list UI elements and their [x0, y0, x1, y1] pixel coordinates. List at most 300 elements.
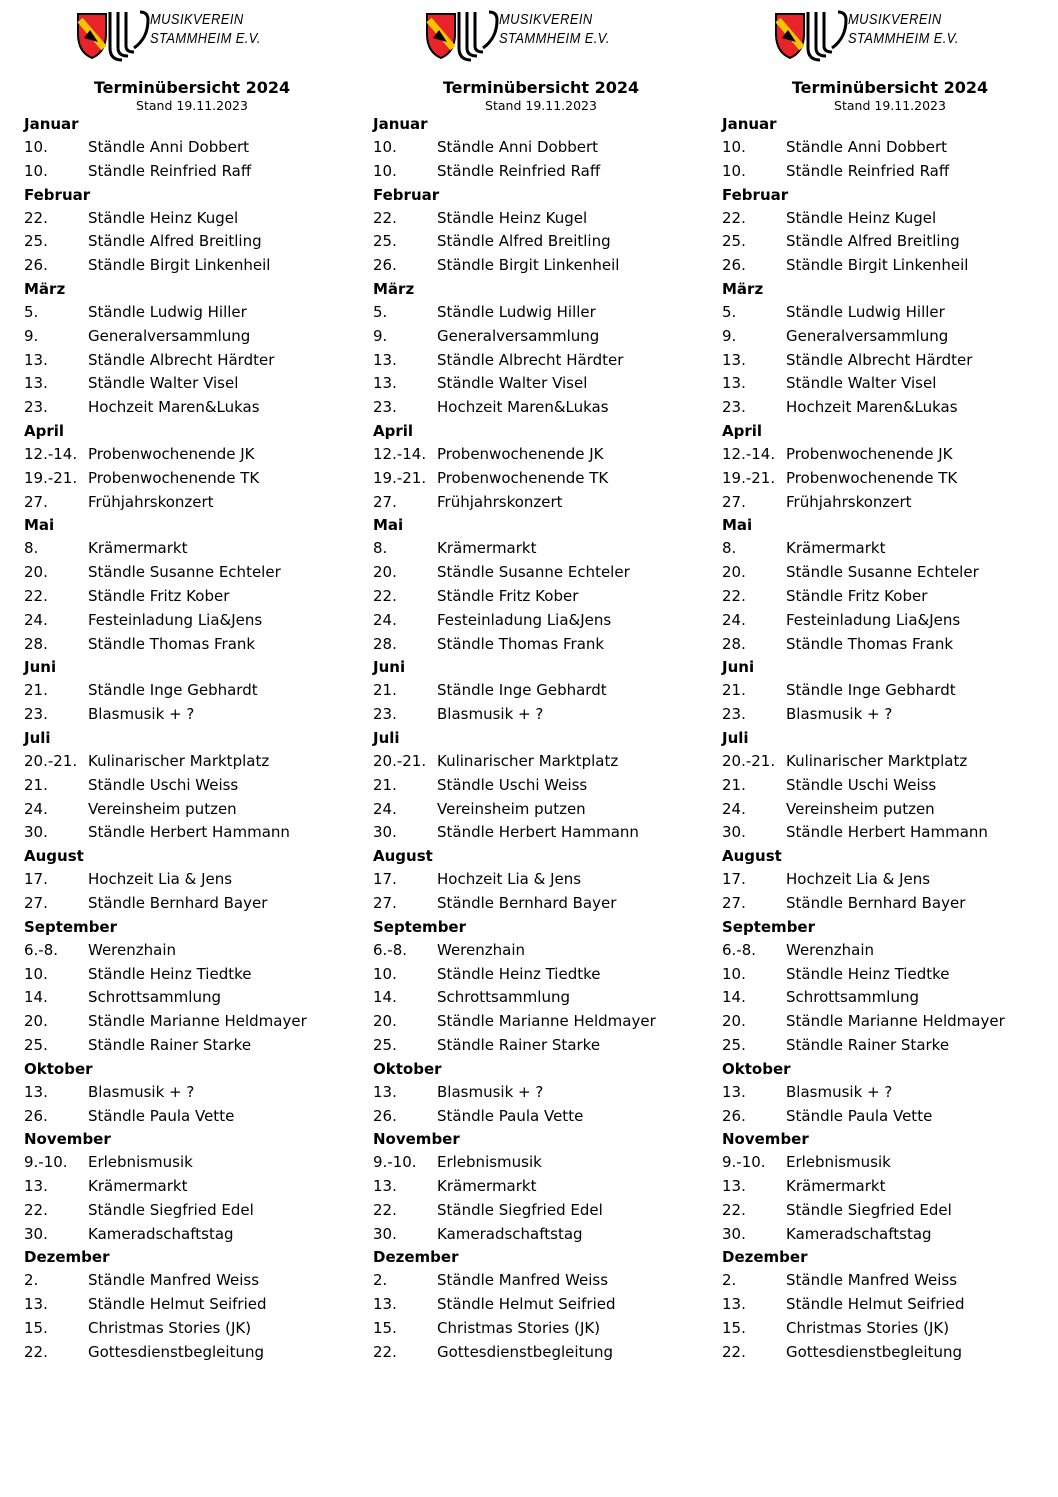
event-title: Kameradschaftstag — [88, 1224, 234, 1243]
event-date: 23. — [722, 705, 746, 724]
event-row — [373, 1081, 713, 1105]
month-heading: November — [24, 1130, 111, 1149]
month-heading: Mai — [722, 516, 753, 535]
event-date: 20. — [24, 563, 48, 582]
month-heading: November — [373, 1130, 460, 1149]
event-title: Ständle Walter Visel — [786, 374, 937, 393]
event-date: 22. — [722, 586, 746, 605]
event-row — [373, 1175, 713, 1199]
event-title: Ständle Uschi Weiss — [437, 775, 588, 794]
event-row — [373, 986, 713, 1010]
month-heading: Februar — [722, 185, 789, 204]
event-date: 23. — [722, 398, 746, 417]
month-heading: Juli — [24, 728, 51, 747]
month-list — [722, 115, 1058, 1365]
month-heading: Juni — [24, 658, 57, 677]
event-date: 21. — [24, 775, 48, 794]
event-title: Ständle Inge Gebhardt — [88, 681, 258, 700]
event-title: Ständle Siegfried Edel — [437, 1200, 603, 1219]
event-row — [373, 443, 713, 467]
event-title: Ständle Susanne Echteler — [437, 563, 630, 582]
event-title: Ständle Bernhard Bayer — [437, 893, 617, 912]
event-row — [722, 467, 1058, 491]
event-row — [722, 537, 1058, 561]
event-title: Ständle Alfred Breitling — [88, 232, 262, 251]
event-date: 9. — [24, 326, 39, 345]
event-row — [722, 585, 1058, 609]
month-heading: Februar — [373, 185, 440, 204]
month-heading: Dezember — [722, 1248, 808, 1267]
event-title: Blasmusik + ? — [88, 705, 195, 724]
month-heading: September — [24, 917, 117, 936]
event-row — [373, 230, 713, 254]
event-row — [24, 798, 364, 822]
event-date: 14. — [24, 988, 48, 1007]
event-title: Hochzeit Maren&Lukas — [786, 398, 958, 417]
event-title: Probenwochenende JK — [88, 444, 255, 463]
event-title: Ständle Paula Vette — [88, 1106, 235, 1125]
event-title: Hochzeit Lia & Jens — [88, 870, 233, 889]
event-date: 20. — [373, 563, 397, 582]
month-heading: April — [24, 421, 65, 440]
event-title: Gottesdienstbegleitung — [88, 1342, 264, 1361]
event-row — [24, 986, 364, 1010]
event-row — [722, 986, 1058, 1010]
page-subtitle: Stand 19.11.2023 — [485, 98, 597, 113]
event-title: Festeinladung Lia&Jens — [88, 610, 263, 629]
event-date: 21. — [373, 775, 397, 794]
event-date: 9. — [722, 326, 737, 345]
event-row — [24, 1151, 364, 1175]
event-row — [24, 1341, 364, 1365]
month-heading: August — [722, 847, 782, 866]
month-heading: Juni — [722, 658, 755, 677]
event-date: 5. — [722, 302, 737, 321]
event-title: Ständle Ludwig Hiller — [88, 302, 247, 321]
event-date: 13. — [24, 350, 48, 369]
month-heading: Oktober — [24, 1059, 93, 1078]
event-date: 10. — [373, 964, 397, 983]
month-heading: Mai — [373, 516, 404, 535]
event-row — [722, 372, 1058, 396]
event-date: 22. — [722, 1342, 746, 1361]
event-date: 27. — [722, 492, 746, 511]
event-date: 8. — [722, 539, 737, 558]
event-row — [722, 230, 1058, 254]
event-row — [722, 1317, 1058, 1341]
page-title: Terminübersicht 2024 — [93, 78, 291, 97]
event-row — [722, 443, 1058, 467]
month-heading: Februar — [24, 185, 91, 204]
event-row — [722, 1223, 1058, 1247]
event-row — [24, 1010, 364, 1034]
event-row — [373, 821, 713, 845]
event-date: 27. — [24, 893, 48, 912]
event-date: 28. — [24, 634, 48, 653]
schedule-column — [24, 8, 364, 1365]
event-date: 19.-21. — [722, 468, 776, 487]
event-date: 28. — [722, 634, 746, 653]
event-title: Generalversammlung — [437, 326, 600, 345]
event-date: 27. — [373, 893, 397, 912]
event-title: Christmas Stories (JK) — [437, 1319, 601, 1338]
event-date: 30. — [373, 823, 397, 842]
event-date: 10. — [373, 138, 397, 156]
event-row — [373, 325, 713, 349]
event-title: Ständle Walter Visel — [437, 374, 588, 393]
month-heading: Januar — [24, 115, 79, 133]
event-row — [24, 491, 364, 515]
month-heading: März — [722, 279, 764, 298]
coat-of-arms-icon — [76, 8, 150, 62]
event-date: 21. — [722, 775, 746, 794]
month-heading: April — [373, 421, 414, 440]
event-date: 26. — [373, 256, 397, 275]
event-date: 13. — [373, 350, 397, 369]
event-title: Ständle Alfred Breitling — [437, 232, 611, 251]
event-date: 5. — [373, 302, 388, 321]
event-date: 2. — [373, 1271, 388, 1290]
event-date: 25. — [373, 232, 397, 251]
month-heading: November — [722, 1130, 809, 1149]
event-title: Ständle Reinfried Raff — [88, 161, 252, 180]
event-date: 21. — [722, 681, 746, 700]
page-subtitle: Stand 19.11.2023 — [834, 98, 946, 113]
month-heading: Oktober — [722, 1059, 791, 1078]
event-row — [373, 1317, 713, 1341]
event-date: 20. — [24, 1012, 48, 1031]
musikverein-logo — [722, 8, 1058, 66]
event-title: Ständle Herbert Hammann — [88, 823, 290, 842]
event-title: Ständle Heinz Tiedtke — [786, 964, 950, 983]
event-row — [24, 821, 364, 845]
event-row — [373, 1105, 713, 1129]
event-date: 13. — [722, 1082, 746, 1101]
event-title: Ständle Birgit Linkenheil — [786, 256, 969, 275]
event-row — [24, 939, 364, 963]
event-date: 22. — [24, 208, 48, 227]
event-row — [24, 1317, 364, 1341]
event-date: 6.-8. — [24, 940, 59, 959]
musikverein-logo — [24, 8, 364, 66]
event-date: 28. — [373, 634, 397, 653]
event-title: Ständle Uschi Weiss — [88, 775, 239, 794]
event-title: Ständle Ludwig Hiller — [437, 302, 596, 321]
event-date: 13. — [373, 1082, 397, 1101]
musikverein-logo — [373, 8, 713, 66]
event-title: Ständle Albrecht Härdter — [437, 350, 624, 369]
event-date: 20. — [722, 563, 746, 582]
event-row — [722, 633, 1058, 657]
event-row — [24, 963, 364, 987]
event-row — [722, 892, 1058, 916]
event-title: Ständle Siegfried Edel — [88, 1200, 254, 1219]
event-row — [722, 1269, 1058, 1293]
event-row — [722, 1175, 1058, 1199]
event-title: Hochzeit Lia & Jens — [786, 870, 931, 889]
event-row — [722, 798, 1058, 822]
event-title: Ständle Heinz Tiedtke — [437, 964, 601, 983]
event-date: 6.-8. — [722, 940, 757, 959]
event-date: 6.-8. — [373, 940, 408, 959]
event-date: 25. — [373, 1035, 397, 1054]
event-title: Blasmusik + ? — [88, 1082, 195, 1101]
event-title: Erlebnismusik — [786, 1153, 891, 1172]
event-title: Blasmusik + ? — [786, 705, 893, 724]
event-date: 26. — [373, 1106, 397, 1125]
event-title: Ständle Bernhard Bayer — [88, 893, 268, 912]
event-row — [722, 160, 1058, 184]
event-title: Vereinsheim putzen — [88, 799, 237, 818]
event-row — [24, 1199, 364, 1223]
event-row — [373, 1269, 713, 1293]
event-row — [722, 1341, 1058, 1365]
event-date: 13. — [722, 350, 746, 369]
event-row — [373, 467, 713, 491]
event-title: Krämermarkt — [786, 539, 886, 558]
event-title: Ständle Anni Dobbert — [88, 138, 250, 156]
event-title: Ständle Rainer Starke — [786, 1035, 950, 1054]
event-row — [373, 703, 713, 727]
event-date: 13. — [24, 1082, 48, 1101]
event-row — [24, 609, 364, 633]
event-title: Ständle Birgit Linkenheil — [88, 256, 271, 275]
event-title: Ständle Heinz Kugel — [88, 208, 239, 227]
event-row — [24, 325, 364, 349]
event-row — [722, 1105, 1058, 1129]
event-title: Ständle Walter Visel — [88, 374, 239, 393]
event-date: 27. — [722, 893, 746, 912]
event-row — [24, 633, 364, 657]
event-date: 13. — [722, 1177, 746, 1196]
month-heading: September — [722, 917, 815, 936]
event-date: 26. — [722, 1106, 746, 1125]
event-row — [24, 750, 364, 774]
event-row — [373, 609, 713, 633]
event-title: Krämermarkt — [786, 1177, 886, 1196]
event-date: 9.-10. — [373, 1153, 417, 1172]
event-title: Ständle Heinz Tiedtke — [88, 964, 252, 983]
event-date: 27. — [24, 492, 48, 511]
event-title: Ständle Albrecht Härdter — [786, 350, 973, 369]
event-row — [24, 467, 364, 491]
event-title: Generalversammlung — [786, 326, 949, 345]
event-row — [24, 443, 364, 467]
event-row — [373, 892, 713, 916]
event-date: 19.-21. — [24, 468, 78, 487]
event-date: 22. — [722, 1200, 746, 1219]
event-row — [373, 1199, 713, 1223]
event-title: Ständle Marianne Heldmayer — [786, 1012, 1005, 1031]
event-title: Krämermarkt — [88, 539, 188, 558]
event-date: 20.-21. — [373, 751, 427, 770]
event-date: 26. — [24, 1106, 48, 1125]
event-row — [373, 491, 713, 515]
event-row — [722, 491, 1058, 515]
event-date: 20.-21. — [24, 751, 78, 770]
event-date: 26. — [24, 256, 48, 275]
event-title: Ständle Helmut Seifried — [88, 1295, 267, 1314]
event-title: Ständle Inge Gebhardt — [437, 681, 607, 700]
event-title: Kulinarischer Marktplatz — [88, 751, 270, 770]
page-subtitle: Stand 19.11.2023 — [136, 98, 248, 113]
coat-of-arms-icon — [425, 8, 499, 62]
event-row — [722, 609, 1058, 633]
event-title: Ständle Paula Vette — [786, 1106, 933, 1125]
event-row — [373, 963, 713, 987]
event-date: 25. — [24, 1035, 48, 1054]
event-title: Hochzeit Maren&Lukas — [88, 398, 260, 417]
event-title: Ständle Thomas Frank — [88, 634, 256, 653]
event-row — [373, 1151, 713, 1175]
event-title: Gottesdienstbegleitung — [437, 1342, 613, 1361]
event-date: 21. — [24, 681, 48, 700]
month-heading: März — [373, 279, 415, 298]
event-row — [24, 679, 364, 703]
event-date: 23. — [24, 705, 48, 724]
page-title: Terminübersicht 2024 — [442, 78, 640, 97]
event-date: 30. — [24, 823, 48, 842]
month-heading: August — [373, 847, 433, 866]
event-title: Ständle Fritz Kober — [88, 586, 230, 605]
event-date: 21. — [373, 681, 397, 700]
event-title: Frühjahrskonzert — [88, 492, 214, 511]
event-row — [373, 774, 713, 798]
event-title: Kameradschaftstag — [786, 1224, 932, 1243]
event-row — [24, 396, 364, 420]
event-title: Ständle Ludwig Hiller — [786, 302, 945, 321]
month-heading: Mai — [24, 516, 55, 535]
event-row — [373, 679, 713, 703]
event-date: 19.-21. — [373, 468, 427, 487]
event-row — [24, 1034, 364, 1058]
event-date: 9.-10. — [722, 1153, 766, 1172]
event-date: 8. — [24, 539, 39, 558]
month-heading: Dezember — [373, 1248, 459, 1267]
event-row — [722, 349, 1058, 373]
event-title: Ständle Manfred Weiss — [88, 1271, 260, 1290]
event-row — [24, 1293, 364, 1317]
event-title: Ständle Herbert Hammann — [786, 823, 988, 842]
month-heading: Dezember — [24, 1248, 110, 1267]
event-row — [24, 892, 364, 916]
event-row — [24, 1081, 364, 1105]
schedule-column — [373, 8, 713, 1365]
event-title: Ständle Paula Vette — [437, 1106, 584, 1125]
event-row — [24, 301, 364, 325]
event-date: 24. — [722, 799, 746, 818]
event-date: 10. — [722, 964, 746, 983]
event-row — [722, 136, 1058, 160]
event-title: Ständle Bernhard Bayer — [786, 893, 966, 912]
event-title: Vereinsheim putzen — [437, 799, 586, 818]
event-row — [722, 679, 1058, 703]
event-date: 22. — [373, 1200, 397, 1219]
event-row — [373, 1341, 713, 1365]
event-date: 14. — [722, 988, 746, 1007]
event-date: 20.-21. — [722, 751, 776, 770]
event-title: Ständle Inge Gebhardt — [786, 681, 956, 700]
event-date: 10. — [24, 964, 48, 983]
event-title: Frühjahrskonzert — [786, 492, 912, 511]
event-date: 12.-14. — [373, 444, 427, 463]
event-row — [373, 396, 713, 420]
event-title: Vereinsheim putzen — [786, 799, 935, 818]
event-row — [722, 868, 1058, 892]
event-title: Ständle Marianne Heldmayer — [88, 1012, 307, 1031]
event-title: Ständle Reinfried Raff — [786, 161, 950, 180]
event-row — [373, 254, 713, 278]
month-heading: Juni — [373, 658, 406, 677]
event-row — [373, 1034, 713, 1058]
event-row — [373, 868, 713, 892]
event-row — [373, 585, 713, 609]
event-date: 13. — [722, 1295, 746, 1314]
event-date: 30. — [722, 1224, 746, 1243]
event-title: Blasmusik + ? — [786, 1082, 893, 1101]
event-title: Ständle Anni Dobbert — [786, 138, 948, 156]
event-row — [722, 703, 1058, 727]
event-title: Ständle Helmut Seifried — [437, 1295, 616, 1314]
event-date: 13. — [373, 1177, 397, 1196]
event-title: Festeinladung Lia&Jens — [786, 610, 961, 629]
event-row — [24, 230, 364, 254]
event-row — [722, 301, 1058, 325]
event-title: Hochzeit Maren&Lukas — [437, 398, 609, 417]
event-row — [24, 585, 364, 609]
event-date: 8. — [373, 539, 388, 558]
event-title: Krämermarkt — [437, 1177, 537, 1196]
event-row — [24, 537, 364, 561]
event-date: 30. — [722, 823, 746, 842]
coat-of-arms-icon — [774, 8, 848, 62]
event-title: Christmas Stories (JK) — [88, 1319, 252, 1338]
logo-text-line1: MUSIKVEREIN — [499, 11, 593, 28]
event-date: 24. — [373, 799, 397, 818]
event-title: Probenwochenende JK — [437, 444, 604, 463]
event-title: Ständle Rainer Starke — [88, 1035, 252, 1054]
event-date: 13. — [373, 1295, 397, 1314]
event-date: 22. — [373, 1342, 397, 1361]
event-title: Ständle Thomas Frank — [786, 634, 954, 653]
event-title: Ständle Rainer Starke — [437, 1035, 601, 1054]
event-title: Ständle Albrecht Härdter — [88, 350, 275, 369]
event-row — [373, 561, 713, 585]
event-row — [24, 868, 364, 892]
event-title: Ständle Herbert Hammann — [437, 823, 639, 842]
event-row — [373, 207, 713, 231]
month-heading: Oktober — [373, 1059, 442, 1078]
event-row — [722, 963, 1058, 987]
event-title: Ständle Manfred Weiss — [437, 1271, 609, 1290]
schedule-column — [722, 8, 1058, 1365]
event-date: 23. — [373, 398, 397, 417]
event-row — [24, 160, 364, 184]
event-row — [373, 633, 713, 657]
event-date: 13. — [24, 1177, 48, 1196]
event-row — [722, 561, 1058, 585]
event-title: Kameradschaftstag — [437, 1224, 583, 1243]
event-date: 9.-10. — [24, 1153, 68, 1172]
event-row — [24, 207, 364, 231]
event-title: Probenwochenende JK — [786, 444, 953, 463]
page-title: Terminübersicht 2024 — [791, 78, 989, 97]
event-title: Probenwochenende TK — [786, 468, 958, 487]
event-date: 12.-14. — [24, 444, 78, 463]
event-row — [373, 1010, 713, 1034]
event-date: 13. — [24, 1295, 48, 1314]
logo-text-line1: MUSIKVEREIN — [150, 11, 244, 28]
